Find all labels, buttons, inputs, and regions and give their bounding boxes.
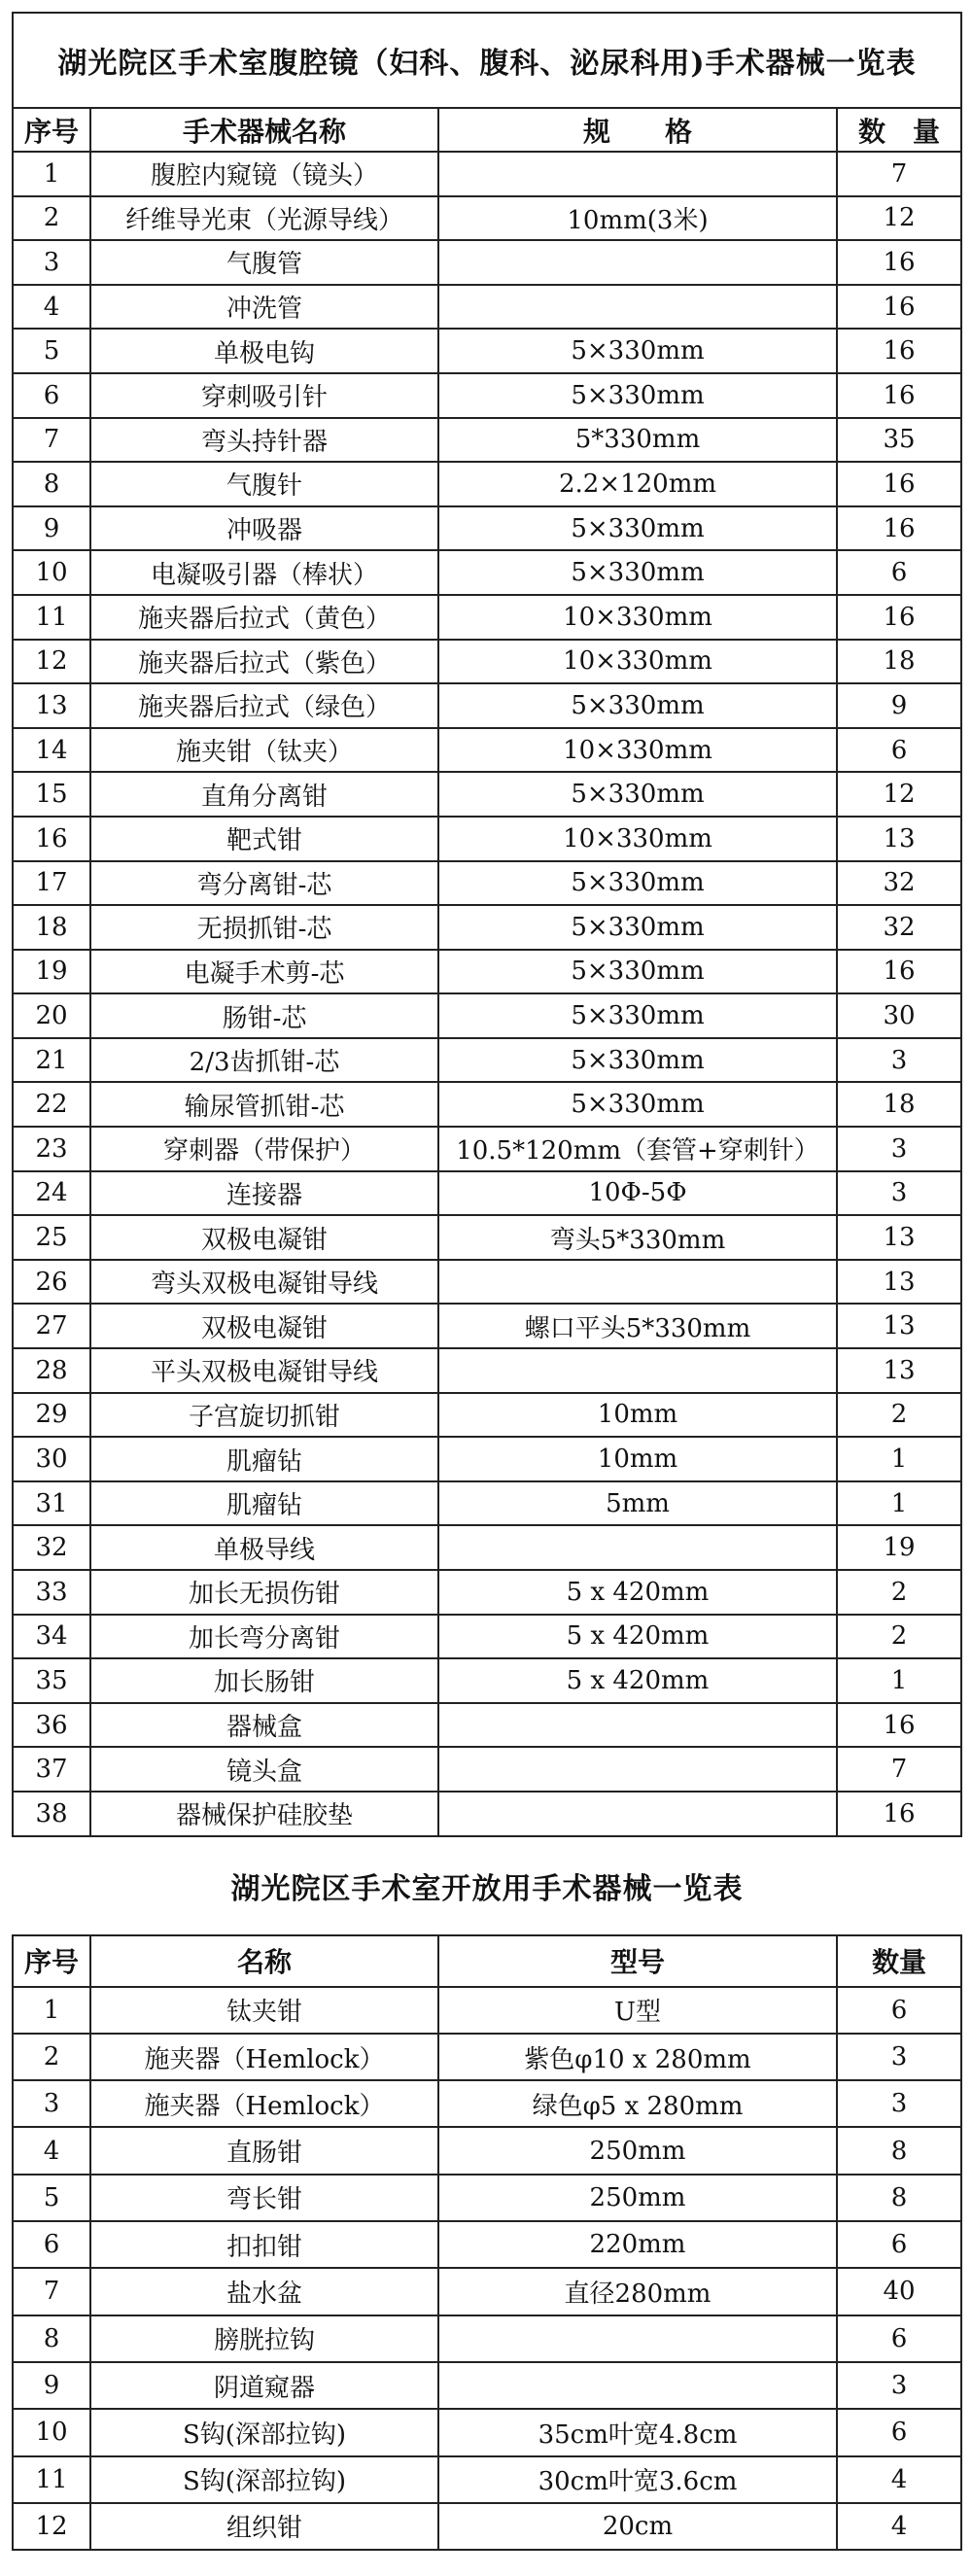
- index-cell: 11: [13, 2456, 90, 2503]
- open-instrument-row: [13, 2503, 961, 2550]
- index-cell: 10: [13, 2409, 90, 2455]
- index-cell: 11: [13, 595, 90, 640]
- laparoscope-instrument-row: [13, 950, 961, 994]
- name-cell: 双极电凝钳: [90, 1304, 438, 1348]
- quantity-cell: 16: [837, 329, 961, 373]
- name-cell: 盐水盆: [90, 2268, 438, 2315]
- spec-cell: 10mm(3米): [438, 196, 837, 241]
- laparoscope-instrument-row: [13, 550, 961, 595]
- laparoscope-instrument-row: [13, 1215, 961, 1260]
- spec-cell: 2.2×120mm: [438, 462, 837, 506]
- name-cell: S钩(深部拉钩): [90, 2456, 438, 2503]
- laparoscope-instrument-row: [13, 462, 961, 506]
- quantity-cell: 3: [837, 2080, 961, 2127]
- name-cell: 冲吸器: [90, 506, 438, 551]
- index-cell: 8: [13, 462, 90, 506]
- name-cell: 纤维导光束（光源导线）: [90, 196, 438, 241]
- col-header-name-2: 名称: [90, 1935, 438, 1987]
- index-cell: 19: [13, 950, 90, 994]
- spec-cell: [438, 1525, 837, 1570]
- spec-cell: [438, 2362, 837, 2409]
- name-cell: 扣扣钳: [90, 2221, 438, 2268]
- quantity-cell: 13: [837, 1215, 961, 1260]
- index-cell: 35: [13, 1658, 90, 1703]
- open-instrument-row: [13, 2221, 961, 2268]
- name-cell: 气腹针: [90, 462, 438, 506]
- spec-cell: 10mm: [438, 1393, 837, 1438]
- quantity-cell: 1: [837, 1658, 961, 1703]
- name-cell: 子宫旋切抓钳: [90, 1393, 438, 1438]
- name-cell: 镜头盒: [90, 1747, 438, 1792]
- spec-cell: 20cm: [438, 2503, 837, 2550]
- index-cell: 3: [13, 2080, 90, 2127]
- laparoscope-instrument-row: [13, 1792, 961, 1836]
- name-cell: S钩(深部拉钩): [90, 2409, 438, 2455]
- index-cell: 21: [13, 1038, 90, 1083]
- quantity-cell: 32: [837, 861, 961, 906]
- quantity-cell: 9: [837, 683, 961, 728]
- name-cell: 施夹钳（钛夹）: [90, 728, 438, 773]
- index-cell: 12: [13, 640, 90, 684]
- name-cell: 电凝手术剪-芯: [90, 950, 438, 994]
- quantity-cell: 16: [837, 1703, 961, 1748]
- spec-cell: [438, 1260, 837, 1305]
- name-cell: 弯头持针器: [90, 418, 438, 463]
- spec-cell: [438, 1747, 837, 1792]
- col-header-index-2: 序号: [13, 1935, 90, 1987]
- index-cell: 1: [13, 1987, 90, 2034]
- index-cell: 7: [13, 2268, 90, 2315]
- quantity-cell: 40: [837, 2268, 961, 2315]
- index-cell: 20: [13, 993, 90, 1038]
- name-cell: 弯长钳: [90, 2175, 438, 2221]
- quantity-cell: 16: [837, 373, 961, 418]
- quantity-cell: 6: [837, 1987, 961, 2034]
- quantity-cell: 2: [837, 1570, 961, 1615]
- index-cell: 5: [13, 2175, 90, 2221]
- index-cell: 3: [13, 240, 90, 285]
- index-cell: 7: [13, 418, 90, 463]
- open-surgery-table-title: 湖光院区手术室开放用手术器械一览表: [13, 1836, 961, 1935]
- laparoscope-instrument-row: [13, 1038, 961, 1083]
- index-cell: 4: [13, 2127, 90, 2174]
- quantity-cell: 1: [837, 1481, 961, 1526]
- laparoscope-instrument-row: [13, 329, 961, 373]
- laparoscope-instrument-row: [13, 1393, 961, 1438]
- instrument-sheet: [12, 12, 960, 2551]
- col-header-quantity: 数 量: [837, 108, 961, 152]
- name-cell: 无损抓钳-芯: [90, 905, 438, 950]
- spec-cell: 5×330mm: [438, 1082, 837, 1127]
- name-cell: 膀胱拉钩: [90, 2315, 438, 2362]
- spec-cell: 5×330mm: [438, 905, 837, 950]
- quantity-cell: 8: [837, 2175, 961, 2221]
- open-instrument-row: [13, 2127, 961, 2174]
- spec-cell: [438, 1792, 837, 1836]
- name-cell: 加长无损伤钳: [90, 1570, 438, 1615]
- index-cell: 15: [13, 772, 90, 817]
- quantity-cell: 4: [837, 2456, 961, 2503]
- instrument-table: [12, 12, 962, 2551]
- quantity-cell: 18: [837, 1082, 961, 1127]
- name-cell: 穿刺吸引针: [90, 373, 438, 418]
- laparoscope-instrument-row: [13, 1570, 961, 1615]
- spec-cell: 250mm: [438, 2175, 837, 2221]
- quantity-cell: 35: [837, 418, 961, 463]
- quantity-cell: 16: [837, 462, 961, 506]
- spec-cell: 10Φ-5Φ: [438, 1171, 837, 1216]
- name-cell: 弯分离钳-芯: [90, 861, 438, 906]
- laparoscope-instrument-row: [13, 1260, 961, 1305]
- index-cell: 22: [13, 1082, 90, 1127]
- laparoscope-instrument-row: [13, 1304, 961, 1348]
- name-cell: 平头双极电凝钳导线: [90, 1348, 438, 1393]
- quantity-cell: 7: [837, 152, 961, 196]
- name-cell: 腹腔内窥镜（镜头）: [90, 152, 438, 196]
- spec-cell: 5 x 420mm: [438, 1570, 837, 1615]
- index-cell: 9: [13, 506, 90, 551]
- laparoscope-instrument-row: [13, 728, 961, 773]
- index-cell: 12: [13, 2503, 90, 2550]
- name-cell: 施夹器后拉式（绿色）: [90, 683, 438, 728]
- open-instrument-row: [13, 2034, 961, 2080]
- index-cell: 34: [13, 1615, 90, 1659]
- name-cell: 直角分离钳: [90, 772, 438, 817]
- index-cell: 38: [13, 1792, 90, 1836]
- spec-cell: 绿色φ5 x 280mm: [438, 2080, 837, 2127]
- index-cell: 32: [13, 1525, 90, 1570]
- laparoscope-instrument-row: [13, 285, 961, 330]
- index-cell: 9: [13, 2362, 90, 2409]
- index-cell: 28: [13, 1348, 90, 1393]
- laparoscope-instrument-row: [13, 373, 961, 418]
- name-cell: 气腹管: [90, 240, 438, 285]
- spec-cell: 螺口平头5*330mm: [438, 1304, 837, 1348]
- spec-cell: 10×330mm: [438, 595, 837, 640]
- laparoscope-instrument-row: [13, 905, 961, 950]
- index-cell: 8: [13, 2315, 90, 2362]
- quantity-cell: 6: [837, 2221, 961, 2268]
- name-cell: 弯头双极电凝钳导线: [90, 1260, 438, 1305]
- spec-cell: 直径280mm: [438, 2268, 837, 2315]
- laparoscope-instrument-row: [13, 1703, 961, 1748]
- laparoscope-instrument-row: [13, 1348, 961, 1393]
- col-header-index: 序号: [13, 108, 90, 152]
- spec-cell: 250mm: [438, 2127, 837, 2174]
- quantity-cell: 8: [837, 2127, 961, 2174]
- laparoscope-instrument-row: [13, 1615, 961, 1659]
- spec-cell: U型: [438, 1987, 837, 2034]
- name-cell: 施夹器后拉式（紫色）: [90, 640, 438, 684]
- index-cell: 29: [13, 1393, 90, 1438]
- quantity-cell: 12: [837, 196, 961, 241]
- name-cell: 双极电凝钳: [90, 1215, 438, 1260]
- name-cell: 肠钳-芯: [90, 993, 438, 1038]
- laparoscope-instrument-row: [13, 595, 961, 640]
- spec-cell: [438, 2315, 837, 2362]
- index-cell: 37: [13, 1747, 90, 1792]
- col-header-name: 手术器械名称: [90, 108, 438, 152]
- laparoscope-instrument-row: [13, 240, 961, 285]
- open-instrument-row: [13, 2409, 961, 2455]
- name-cell: 施夹器（Hemlock）: [90, 2080, 438, 2127]
- spec-cell: 30cm叶宽3.6cm: [438, 2456, 837, 2503]
- name-cell: 冲洗管: [90, 285, 438, 330]
- quantity-cell: 2: [837, 1615, 961, 1659]
- name-cell: 靶式钳: [90, 817, 438, 861]
- name-cell: 电凝吸引器（棒状）: [90, 550, 438, 595]
- laparoscope-instrument-row: [13, 1658, 961, 1703]
- index-cell: 25: [13, 1215, 90, 1260]
- quantity-cell: 19: [837, 1525, 961, 1570]
- name-cell: 阴道窥器: [90, 2362, 438, 2409]
- spec-cell: 5 x 420mm: [438, 1658, 837, 1703]
- quantity-cell: 6: [837, 2315, 961, 2362]
- quantity-cell: 6: [837, 550, 961, 595]
- quantity-cell: 3: [837, 2034, 961, 2080]
- spec-cell: 5×330mm: [438, 683, 837, 728]
- index-cell: 18: [13, 905, 90, 950]
- spec-cell: 5×330mm: [438, 506, 837, 551]
- quantity-cell: 30: [837, 993, 961, 1038]
- laparoscope-instrument-row: [13, 683, 961, 728]
- quantity-cell: 1: [837, 1437, 961, 1481]
- quantity-cell: 16: [837, 1792, 961, 1836]
- quantity-cell: 7: [837, 1747, 961, 1792]
- quantity-cell: 13: [837, 1260, 961, 1305]
- laparoscope-instrument-row: [13, 1747, 961, 1792]
- quantity-cell: 2: [837, 1393, 961, 1438]
- spec-cell: 5×330mm: [438, 772, 837, 817]
- spec-cell: 10×330mm: [438, 817, 837, 861]
- index-cell: 36: [13, 1703, 90, 1748]
- laparoscope-instrument-row: [13, 993, 961, 1038]
- quantity-cell: 6: [837, 2409, 961, 2455]
- laparoscope-instrument-row: [13, 196, 961, 241]
- open-instrument-row: [13, 2362, 961, 2409]
- spec-cell: 5*330mm: [438, 418, 837, 463]
- quantity-cell: 12: [837, 772, 961, 817]
- name-cell: 单极电钩: [90, 329, 438, 373]
- laparoscope-instrument-row: [13, 1437, 961, 1481]
- laparoscope-instrument-row: [13, 152, 961, 196]
- index-cell: 1: [13, 152, 90, 196]
- index-cell: 14: [13, 728, 90, 773]
- open-instrument-row: [13, 2315, 961, 2362]
- laparoscope-instrument-row: [13, 1082, 961, 1127]
- quantity-cell: 3: [837, 1127, 961, 1171]
- quantity-cell: 3: [837, 2362, 961, 2409]
- quantity-cell: 3: [837, 1171, 961, 1216]
- name-cell: 器械盒: [90, 1703, 438, 1748]
- name-cell: 加长肠钳: [90, 1658, 438, 1703]
- open-instrument-row: [13, 2268, 961, 2315]
- spec-cell: [438, 240, 837, 285]
- name-cell: 连接器: [90, 1171, 438, 1216]
- spec-cell: 紫色φ10 x 280mm: [438, 2034, 837, 2080]
- laparoscope-instrument-row: [13, 506, 961, 551]
- spec-cell: 10.5*120mm（套管+穿刺针）: [438, 1127, 837, 1171]
- spec-cell: 35cm叶宽4.8cm: [438, 2409, 837, 2455]
- index-cell: 33: [13, 1570, 90, 1615]
- quantity-cell: 3: [837, 1038, 961, 1083]
- open-instrument-row: [13, 2175, 961, 2221]
- index-cell: 2: [13, 2034, 90, 2080]
- spec-cell: [438, 1703, 837, 1748]
- spec-cell: 10×330mm: [438, 728, 837, 773]
- laparoscope-instrument-row: [13, 861, 961, 906]
- quantity-cell: 13: [837, 1304, 961, 1348]
- name-cell: 输尿管抓钳-芯: [90, 1082, 438, 1127]
- spec-cell: 5 x 420mm: [438, 1615, 837, 1659]
- spec-cell: 220mm: [438, 2221, 837, 2268]
- index-cell: 26: [13, 1260, 90, 1305]
- index-cell: 27: [13, 1304, 90, 1348]
- laparoscope-table-title: 湖光院区手术室腹腔镜（妇科、腹科、泌尿科用)手术器械一览表: [13, 13, 961, 108]
- quantity-cell: 16: [837, 950, 961, 994]
- spec-cell: [438, 285, 837, 330]
- index-cell: 6: [13, 373, 90, 418]
- index-cell: 13: [13, 683, 90, 728]
- col-header-model-2: 型号: [438, 1935, 837, 1987]
- quantity-cell: 16: [837, 240, 961, 285]
- name-cell: 施夹器（Hemlock）: [90, 2034, 438, 2080]
- index-cell: 17: [13, 861, 90, 906]
- spec-cell: 5×330mm: [438, 950, 837, 994]
- laparoscope-instrument-row: [13, 772, 961, 817]
- index-cell: 5: [13, 329, 90, 373]
- name-cell: 肌瘤钻: [90, 1437, 438, 1481]
- col-header-quantity-2: 数量: [837, 1935, 961, 1987]
- index-cell: 30: [13, 1437, 90, 1481]
- laparoscope-instrument-row: [13, 817, 961, 861]
- spec-cell: 5×330mm: [438, 1038, 837, 1083]
- spec-cell: 5mm: [438, 1481, 837, 1526]
- quantity-cell: 13: [837, 817, 961, 861]
- index-cell: 2: [13, 196, 90, 241]
- open-instrument-row: [13, 2080, 961, 2127]
- index-cell: 4: [13, 285, 90, 330]
- name-cell: 穿刺器（带保护）: [90, 1127, 438, 1171]
- open-instrument-row: [13, 2456, 961, 2503]
- quantity-cell: 13: [837, 1348, 961, 1393]
- laparoscope-instrument-row: [13, 1127, 961, 1171]
- name-cell: 肌瘤钻: [90, 1481, 438, 1526]
- index-cell: 6: [13, 2221, 90, 2268]
- spec-cell: 弯头5*330mm: [438, 1215, 837, 1260]
- index-cell: 16: [13, 817, 90, 861]
- spec-cell: 5×330mm: [438, 550, 837, 595]
- spec-cell: 5×330mm: [438, 861, 837, 906]
- index-cell: 23: [13, 1127, 90, 1171]
- spec-cell: 5×330mm: [438, 329, 837, 373]
- quantity-cell: 16: [837, 506, 961, 551]
- quantity-cell: 4: [837, 2503, 961, 2550]
- name-cell: 2/3齿抓钳-芯: [90, 1038, 438, 1083]
- spec-cell: 10mm: [438, 1437, 837, 1481]
- spec-cell: [438, 152, 837, 196]
- index-cell: 31: [13, 1481, 90, 1526]
- index-cell: 24: [13, 1171, 90, 1216]
- col-header-spec: 规 格: [438, 108, 837, 152]
- laparoscope-instrument-row: [13, 640, 961, 684]
- name-cell: 加长弯分离钳: [90, 1615, 438, 1659]
- laparoscope-instrument-row: [13, 418, 961, 463]
- laparoscope-instrument-row: [13, 1171, 961, 1216]
- name-cell: 直肠钳: [90, 2127, 438, 2174]
- quantity-cell: 16: [837, 595, 961, 640]
- quantity-cell: 18: [837, 640, 961, 684]
- index-cell: 10: [13, 550, 90, 595]
- name-cell: 组织钳: [90, 2503, 438, 2550]
- spec-cell: 5×330mm: [438, 373, 837, 418]
- laparoscope-instrument-row: [13, 1525, 961, 1570]
- open-instrument-row: [13, 1987, 961, 2034]
- spec-cell: [438, 1348, 837, 1393]
- spec-cell: 5×330mm: [438, 993, 837, 1038]
- name-cell: 单极导线: [90, 1525, 438, 1570]
- name-cell: 施夹器后拉式（黄色）: [90, 595, 438, 640]
- quantity-cell: 6: [837, 728, 961, 773]
- quantity-cell: 32: [837, 905, 961, 950]
- name-cell: 器械保护硅胶垫: [90, 1792, 438, 1836]
- laparoscope-instrument-row: [13, 1481, 961, 1526]
- quantity-cell: 16: [837, 285, 961, 330]
- name-cell: 钛夹钳: [90, 1987, 438, 2034]
- spec-cell: 10×330mm: [438, 640, 837, 684]
